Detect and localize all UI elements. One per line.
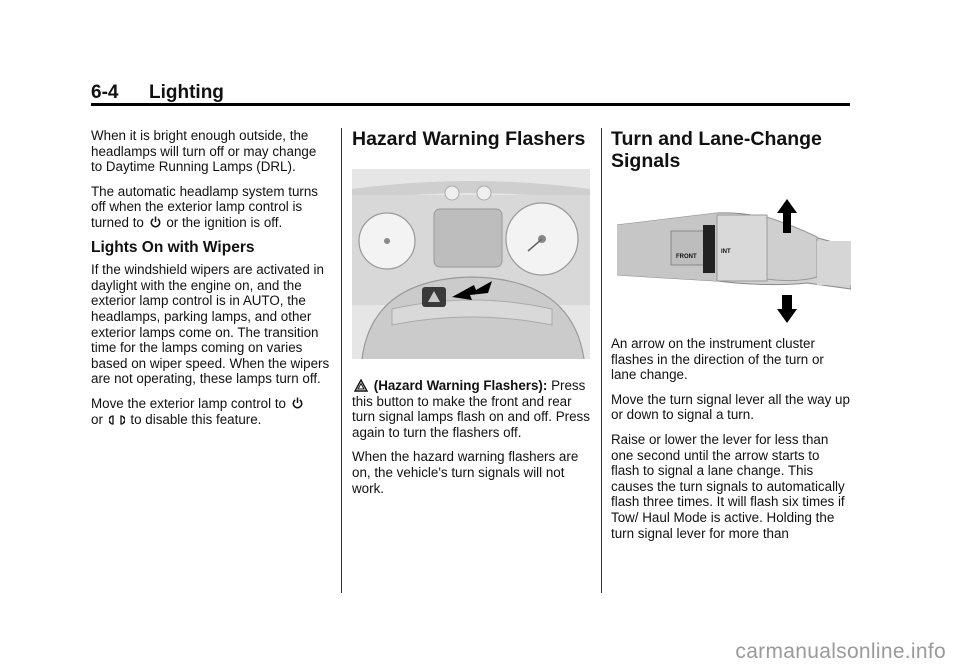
parking-lamp-icon <box>109 414 125 426</box>
column-turn-text <box>611 336 851 550</box>
column-divider-1 <box>341 128 342 593</box>
section-title: Lighting <box>149 82 224 103</box>
page-header <box>91 80 850 106</box>
column-hazard <box>352 128 592 162</box>
turn-signal-lever <box>617 197 851 325</box>
paragraph-lamp-control: The automatic headlamp system turns off when the exterior lamp control is turned to or the ignition is off. <box>91 183 319 230</box>
paragraph: If the windshield wipers are activated in daylight with the engine on, and the exterior lamp control is in AUTO, the headlamps, parking lamps, and other exterior lamps come on. The transition time for the lamps coming on varies based on wiper speed. When the wipers are not operating, these lamps turn off. <box>91 262 330 387</box>
column-hazard-text <box>352 378 592 505</box>
hazard-button-figure <box>352 169 590 359</box>
dashboard-illustration <box>352 169 590 359</box>
paragraph: Raise or lower the lever for less than one second until the arrow starts to flash to signal a lane change. This causes the turn signals to automatically flash three times. It will flash six times if Tow/ Haul Mode is active. Holding the turn signal lever for more than <box>611 431 845 541</box>
section-heading-hazard: Hazard Warning Flashers <box>352 128 586 150</box>
paragraph: Move the turn signal lever all the way up or down to signal a turn. <box>611 391 850 423</box>
column-turn-signals <box>611 128 851 184</box>
column-lighting <box>91 128 331 436</box>
lamp-off-icon <box>150 216 161 229</box>
header-rule <box>91 103 850 106</box>
paragraph: When it is bright enough outside, the headlamps will turn off or may change to Daytime Running Lamps (DRL). <box>91 128 317 175</box>
intermittent-label: INT <box>721 249 731 255</box>
section-heading-wipers: Lights On with Wipers <box>91 238 255 256</box>
paragraph: An arrow on the instrument cluster flashes in the direction of the turn or lane change. <box>611 336 824 383</box>
hazard-label: (Hazard Warning Flashers): <box>373 378 548 393</box>
hazard-triangle-icon <box>354 379 368 392</box>
paragraph: When the hazard warning flashers are on, the vehicle's turn signals will not work. <box>352 449 579 496</box>
column-divider-2 <box>601 128 602 593</box>
arrow-down-icon <box>777 295 797 323</box>
turn-signal-lever-figure <box>617 197 851 325</box>
watermark: carmanualsonline.info <box>735 640 946 663</box>
lamp-off-icon <box>292 397 303 410</box>
page-number: 6-4 <box>91 82 119 103</box>
paragraph-disable: Move the exterior lamp control to or to disable this feature. <box>91 396 331 427</box>
paragraph-hazard-button: (Hazard Warning Flashers): Press this button to make the front and rear turn signal lamps flash on and off. Press again to turn the flashers off. <box>352 378 590 440</box>
front-washer-label: FRONT <box>676 254 697 260</box>
section-heading-turn: Turn and Lane-Change Signals <box>611 128 822 172</box>
